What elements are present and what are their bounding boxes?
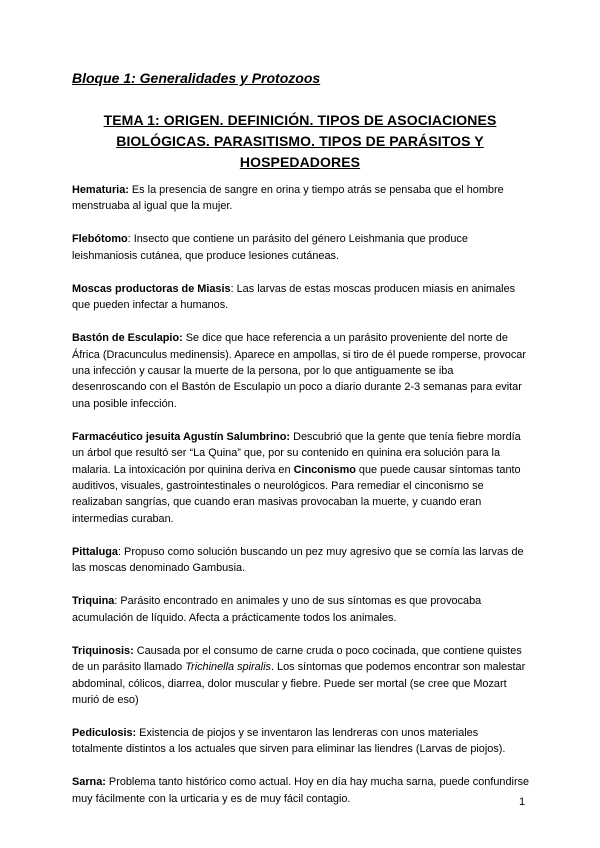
entry-pediculosis	[72, 725, 530, 758]
entry-term: Flebótomo	[72, 233, 128, 246]
entry-text: Existencia de piojos y se inventaron las lendreras con unos materiales totalmente distintos a los actuales que sirven para eliminar las liendres (Larvas de piojos).	[72, 726, 506, 756]
entry-text: . Los síntomas que podemos encontrar son malestar abdominal, cólicos, diarrea, dolor muscular y fiebre. Puede ser mortal (se cree que Mozart murió de eso)	[72, 661, 526, 706]
glossary-list	[72, 182, 530, 824]
entry-text: : Insecto que contiene un parásito del género Leishmania que produce leishmaniosis cutánea, que produce lesiones cutáneas.	[72, 233, 468, 262]
entry-text: Es la presencia de sangre en orina y tiempo atrás se pensaba que el hombre menstruaba al igual que la mujer.	[72, 184, 504, 213]
entry-triquina	[72, 593, 530, 626]
entry-term: Triquina	[72, 595, 115, 608]
entry-term: Pediculosis:	[72, 726, 137, 739]
tema-title: TEMA 1: ORIGEN. DEFINICIÓN. TIPOS DE ASOCIACIONES BIOLÓGICAS. PARASITISMO. TIPOS DE PARÁSITOS Y HOSPEDADORES	[103, 112, 497, 170]
entry-text: Descubrió que la gente que tenía fiebre mordía un árbol que resultó ser “La Quina” que, por su contenido en quinina era solución para la malaria. La intoxicación por quinina deriva en	[72, 430, 521, 476]
entry-term: Triquinosis:	[72, 644, 134, 657]
entry-italic-word: Trichinella spiralis	[185, 661, 271, 674]
entry-text: Causada por el consumo de carne cruda o poco cocinada, que contiene quistes de un parásito llamado	[72, 644, 522, 674]
entry-pittaluga	[72, 544, 530, 577]
entry-triquinosis	[72, 643, 530, 709]
entry-text: : Parásito encontrado en animales y uno de sus síntomas es que provocaba acumulación de líquido. Afecta a prácticamente todos los animales.	[72, 595, 482, 624]
entry-text: : Propuso como solución buscando un pez muy agresivo que se comía las larvas de las moscas denominado Gambusia.	[72, 545, 524, 575]
entry-text: que puede causar síntomas tanto auditivos, visuales, gastrointestinales o neurológicos. Para remediar el cinconismo se realizaban sangrías, que cuando eran masivas provocaban la muerte, y cuando eran intermedias curaban.	[72, 463, 521, 525]
entry-text: Se dice que hace referencia a un parásito proveniente del norte de África (Dracunculus medinensis). Aparece en ampollas, si tiro de él puede romperse, provocar una infección y causar la muerte de la persona, por lo que antiguamente se iba desenroscando con el Bastón de Esculapio un poco a diario durante 2-3 semanas para evitar una posible infección.	[72, 332, 526, 410]
entry-sarna	[72, 774, 530, 807]
entry-term: Bastón de Esculapio:	[72, 332, 183, 345]
entry-bold-word: Cinconismo	[293, 463, 356, 476]
entry-term: Farmacéutico jesuita Agustín Salumbrino:	[72, 430, 291, 443]
entry-text: Problema tanto histórico como actual. Hoy en día hay mucha sarna, puede confundirse muy fácilmente con la urticaria y es de muy fácil contagio.	[72, 776, 530, 805]
block-title: Bloque 1: Generalidades y Protozoos	[72, 70, 321, 86]
entry-moscas-miasis	[72, 281, 530, 314]
entry-term: Pittaluga	[72, 545, 118, 558]
entry-salumbrino	[72, 429, 530, 527]
entry-text: : Las larvas de estas moscas producen miasis en animales que pueden infectar a humanos.	[72, 282, 516, 312]
entry-hematuria	[72, 182, 530, 215]
entry-baston-esculapio	[72, 330, 530, 412]
entry-flebotomo	[72, 231, 530, 264]
entry-term: Moscas productoras de Miasis	[72, 282, 231, 295]
entry-term: Sarna:	[72, 776, 106, 789]
entry-term: Hematuria:	[72, 184, 129, 196]
page-number: 1	[519, 796, 526, 808]
